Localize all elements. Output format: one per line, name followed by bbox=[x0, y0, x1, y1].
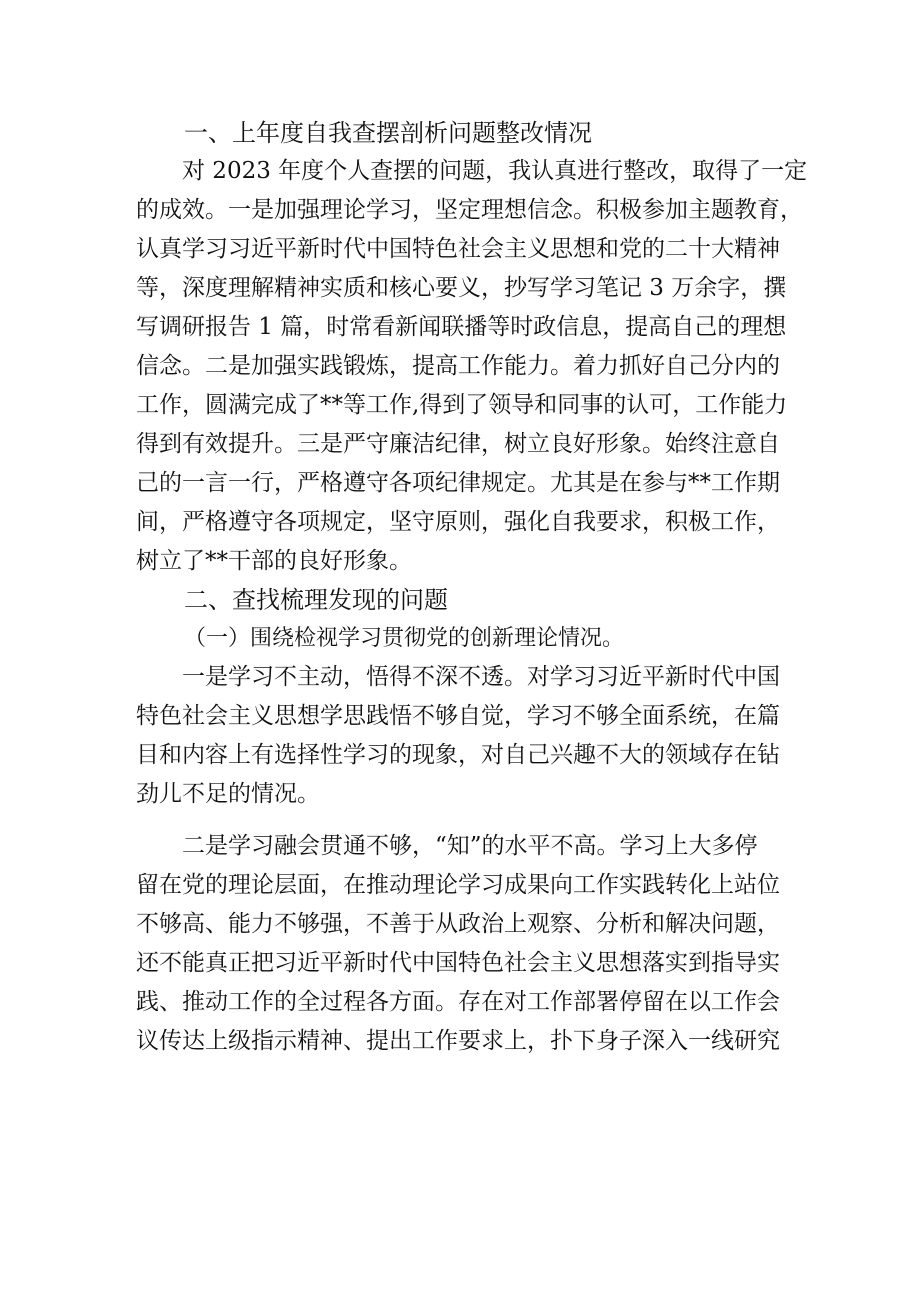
text-line: 信念。二是加强实践锻炼，提高工作能力。着力抓好自己分内的 bbox=[136, 353, 780, 379]
text-line: 留在党的理论层面，在推动理论学习成果向工作实践转化上站位 bbox=[136, 872, 780, 898]
text-line: 还不能真正把习近平新时代中国特色社会主义思想落实到指导实 bbox=[136, 950, 780, 976]
document-body bbox=[136, 114, 808, 1061]
text-line: 劲儿不足的情况。 bbox=[136, 781, 320, 807]
section-2-paragraph-1 bbox=[136, 658, 796, 814]
text-line: 二是学习融会贯通不够，“知”的水平不高。学习上大多停 bbox=[182, 833, 758, 859]
text-line: 的成效。一是加强理论学习，坚定理想信念。积极参加主题教育， bbox=[136, 197, 803, 223]
text-line: 一是学习不主动，悟得不深不透。对学习习近平新时代中国 bbox=[182, 664, 780, 690]
text-line: 践、推动工作的全过程各方面。存在对工作部署停留在以工作会 bbox=[136, 989, 780, 1015]
text-line: 目和内容上有选择性学习的现象，对自己兴趣不大的领域存在钻 bbox=[136, 742, 780, 768]
text-line: 树立了**干部的良好形象。 bbox=[136, 548, 412, 574]
text-line: 不够高、能力不够强，不善于从政治上观察、分析和解决问题， bbox=[136, 911, 780, 937]
section-1-paragraph bbox=[136, 152, 808, 581]
text-line: 特色社会主义思想学思践悟不够自觉，学习不够全面系统，在篇 bbox=[136, 703, 780, 729]
text-line: 间，严格遵守各项规定，坚守原则，强化自我要求，积极工作， bbox=[136, 509, 780, 535]
text-line: 对 2023 年度个人查摆的问题，我认真进行整改，取得了一定 bbox=[182, 158, 808, 184]
sub-heading: （一）围绕检视学习贯彻党的创新理论情况。 bbox=[184, 626, 625, 651]
text-line: 认真学习习近平新时代中国特色社会主义思想和党的二十大精神 bbox=[136, 236, 780, 262]
section-heading-2: 二、查找梳理发现的问题 bbox=[184, 586, 448, 614]
paragraph-gap bbox=[136, 814, 796, 827]
text-line: 议传达上级指示精神、提出工作要求上，扑下身子深入一线研究 bbox=[136, 1028, 780, 1054]
text-line: 等，深度理解精神实质和核心要义，抄写学习笔记 3 万余字，撰 bbox=[136, 275, 787, 301]
text-line: 己的一言一行，严格遵守各项纪律规定。尤其是在参与**工作期 bbox=[136, 470, 780, 496]
text-line: 写调研报告 1 篇，时常看新闻联播等时政信息，提高自己的理想 bbox=[136, 314, 787, 340]
section-heading-1: 一、上年度自我查摆剖析问题整改情况 bbox=[184, 119, 592, 147]
section-2-paragraph-2 bbox=[136, 827, 796, 1061]
text-line: 工作，圆满完成了**等工作,得到了领导和同事的认可，工作能力 bbox=[136, 392, 788, 418]
text-line: 得到有效提升。三是严守廉洁纪律，树立良好形象。始终注意自 bbox=[136, 431, 780, 457]
